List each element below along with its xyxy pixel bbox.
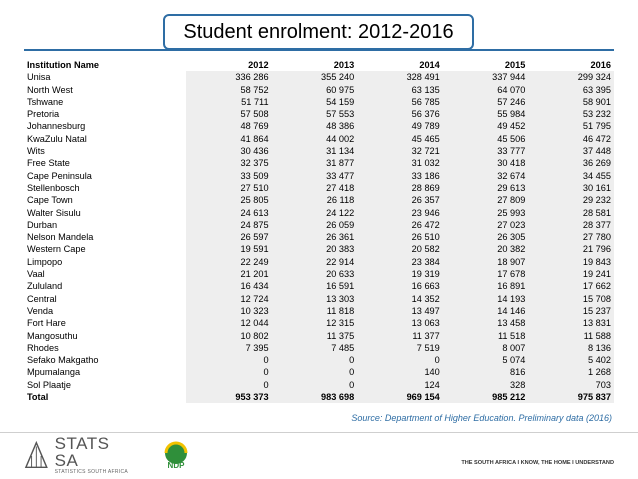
stats-sa-logo	[24, 434, 134, 475]
footer-tagline: THE SOUTH AFRICA I KNOW, THE HOME I UNDERSTAND	[461, 460, 614, 466]
enrolment-cell: 299 324	[528, 71, 614, 83]
institution-cell: Mpumalanga	[24, 366, 186, 378]
institution-cell: Limpopo	[24, 256, 186, 268]
enrolment-cell: 24 122	[272, 207, 358, 219]
institution-cell: Johannesburg	[24, 120, 186, 132]
table-row	[24, 96, 614, 108]
institution-cell: Durban	[24, 219, 186, 231]
institution-cell: Free State	[24, 157, 186, 169]
enrolment-cell: 27 418	[272, 182, 358, 194]
stats-sa-emblem-icon	[24, 440, 49, 470]
enrolment-cell: 57 508	[186, 108, 272, 120]
ndp-logo-icon	[160, 440, 192, 470]
enrolment-cell: 30 418	[443, 157, 529, 169]
slide-title: Student enrolment: 2012-2016	[163, 14, 474, 50]
enrolment-cell: 20 633	[272, 268, 358, 280]
enrolment-cell: 0	[272, 354, 358, 366]
enrolment-cell: 10 802	[186, 330, 272, 342]
institution-cell: Total	[24, 391, 186, 403]
table-row	[24, 342, 614, 354]
enrolment-cell: 58 901	[528, 96, 614, 108]
enrolment-cell: 55 984	[443, 108, 529, 120]
enrolment-cell: 983 698	[272, 391, 358, 403]
header-2012: 2012	[248, 60, 269, 70]
enrolment-cell: 41 864	[186, 133, 272, 145]
enrolment-cell: 27 023	[443, 219, 529, 231]
enrolment-cell: 328 491	[357, 71, 443, 83]
enrolment-cell: 328	[443, 379, 529, 391]
enrolment-cell: 23 946	[357, 207, 443, 219]
enrolment-cell: 46 472	[528, 133, 614, 145]
table-row	[24, 145, 614, 157]
table-row	[24, 305, 614, 317]
enrolment-cell: 7 485	[272, 342, 358, 354]
enrolment-cell: 44 002	[272, 133, 358, 145]
enrolment-cell: 32 721	[357, 145, 443, 157]
enrolment-cell: 0	[186, 379, 272, 391]
enrolment-cell: 34 455	[528, 170, 614, 182]
table-row	[24, 219, 614, 231]
institution-cell: KwaZulu Natal	[24, 133, 186, 145]
enrolment-cell: 51 795	[528, 120, 614, 132]
enrolment-cell: 0	[272, 366, 358, 378]
table-row	[24, 379, 614, 391]
institution-cell: Wits	[24, 145, 186, 157]
enrolment-cell: 26 305	[443, 231, 529, 243]
enrolment-cell: 28 869	[357, 182, 443, 194]
enrolment-cell: 32 674	[443, 170, 529, 182]
institution-cell: North West	[24, 84, 186, 96]
enrolment-cell: 32 375	[186, 157, 272, 169]
enrolment-cell: 25 993	[443, 207, 529, 219]
enrolment-cell: 17 678	[443, 268, 529, 280]
enrolment-cell: 337 944	[443, 71, 529, 83]
enrolment-cell: 21 796	[528, 243, 614, 255]
enrolment-cell: 18 907	[443, 256, 529, 268]
enrolment-cell: 27 780	[528, 231, 614, 243]
institution-cell: Tshwane	[24, 96, 186, 108]
enrolment-cell: 19 843	[528, 256, 614, 268]
enrolment-cell: 64 070	[443, 84, 529, 96]
enrolment-cell: 27 510	[186, 182, 272, 194]
enrolment-cell: 0	[357, 354, 443, 366]
enrolment-cell: 7 395	[186, 342, 272, 354]
enrolment-cell: 16 591	[272, 280, 358, 292]
institution-cell: Cape Peninsula	[24, 170, 186, 182]
table-row	[24, 157, 614, 169]
enrolment-cell: 51 711	[186, 96, 272, 108]
enrolment-cell: 13 458	[443, 317, 529, 329]
institution-cell: Unisa	[24, 71, 186, 83]
enrolment-cell: 26 597	[186, 231, 272, 243]
institution-cell: Central	[24, 293, 186, 305]
institution-cell: Nelson Mandela	[24, 231, 186, 243]
enrolment-cell: 0	[186, 366, 272, 378]
enrolment-cell: 11 377	[357, 330, 443, 342]
enrolment-cell: 336 286	[186, 71, 272, 83]
header-institution: Institution Name	[27, 60, 99, 70]
enrolment-cell: 16 891	[443, 280, 529, 292]
table-row	[24, 231, 614, 243]
enrolment-cell: 13 303	[272, 293, 358, 305]
enrolment-cell: 26 118	[272, 194, 358, 206]
enrolment-cell: 124	[357, 379, 443, 391]
enrolment-cell: 21 201	[186, 268, 272, 280]
table-total-row	[24, 391, 614, 403]
table-row	[24, 330, 614, 342]
table-row	[24, 120, 614, 132]
header-2016: 2016	[590, 60, 611, 70]
enrolment-cell: 0	[186, 354, 272, 366]
enrolment-cell: 33 186	[357, 170, 443, 182]
enrolment-cell: 1 268	[528, 366, 614, 378]
institution-cell: Rhodes	[24, 342, 186, 354]
enrolment-cell: 15 237	[528, 305, 614, 317]
enrolment-cell: 985 212	[443, 391, 529, 403]
enrolment-cell: 816	[443, 366, 529, 378]
institution-cell: Mangosuthu	[24, 330, 186, 342]
enrolment-cell: 33 477	[272, 170, 358, 182]
institution-cell: Fort Hare	[24, 317, 186, 329]
enrolment-cell: 63 135	[357, 84, 443, 96]
enrolment-cell: 22 914	[272, 256, 358, 268]
institution-cell: Pretoria	[24, 108, 186, 120]
table-row	[24, 207, 614, 219]
enrolment-cell: 140	[357, 366, 443, 378]
enrolment-cell: 11 375	[272, 330, 358, 342]
header-2013: 2013	[333, 60, 355, 70]
table-row	[24, 256, 614, 268]
enrolment-cell: 14 146	[443, 305, 529, 317]
enrolment-cell: 12 724	[186, 293, 272, 305]
table-row	[24, 268, 614, 280]
enrolment-cell: 8 136	[528, 342, 614, 354]
enrolment-cell: 11 588	[528, 330, 614, 342]
table-row	[24, 84, 614, 96]
enrolment-cell: 953 373	[186, 391, 272, 403]
enrolment-cell: 56 785	[357, 96, 443, 108]
enrolment-cell: 19 241	[528, 268, 614, 280]
enrolment-cell: 31 032	[357, 157, 443, 169]
enrolment-cell: 58 752	[186, 84, 272, 96]
enrolment-cell: 29 613	[443, 182, 529, 194]
enrolment-cell: 24 875	[186, 219, 272, 231]
enrolment-cell: 33 509	[186, 170, 272, 182]
table-row	[24, 280, 614, 292]
table-row	[24, 194, 614, 206]
enrolment-cell: 27 809	[443, 194, 529, 206]
enrolment-cell: 26 472	[357, 219, 443, 231]
table-row	[24, 182, 614, 194]
table-row	[24, 108, 614, 120]
table-header-row	[24, 59, 614, 71]
table-row	[24, 170, 614, 182]
enrolment-cell: 48 769	[186, 120, 272, 132]
table-row	[24, 133, 614, 145]
enrolment-cell: 28 377	[528, 219, 614, 231]
enrolment-cell: 37 448	[528, 145, 614, 157]
enrolment-cell: 30 161	[528, 182, 614, 194]
institution-cell: Walter Sisulu	[24, 207, 186, 219]
enrolment-cell: 53 232	[528, 108, 614, 120]
enrolment-cell: 11 518	[443, 330, 529, 342]
enrolment-cell: 54 159	[272, 96, 358, 108]
institution-cell: Sefako Makgatho	[24, 354, 186, 366]
enrolment-cell: 12 044	[186, 317, 272, 329]
enrolment-table	[24, 59, 614, 403]
enrolment-cell: 45 465	[357, 133, 443, 145]
enrolment-cell: 60 975	[272, 84, 358, 96]
enrolment-cell: 49 789	[357, 120, 443, 132]
enrolment-cell: 355 240	[272, 71, 358, 83]
enrolment-cell: 8 007	[443, 342, 529, 354]
enrolment-cell: 26 357	[357, 194, 443, 206]
enrolment-cell: 28 581	[528, 207, 614, 219]
enrolment-cell: 16 434	[186, 280, 272, 292]
enrolment-cell: 31 134	[272, 145, 358, 157]
table-row	[24, 243, 614, 255]
enrolment-cell: 31 877	[272, 157, 358, 169]
enrolment-cell: 57 553	[272, 108, 358, 120]
institution-cell: Zululand	[24, 280, 186, 292]
enrolment-cell: 48 386	[272, 120, 358, 132]
enrolment-cell: 703	[528, 379, 614, 391]
logo-main-text: STATS SA	[54, 434, 110, 470]
enrolment-cell: 63 395	[528, 84, 614, 96]
enrolment-cell: 30 436	[186, 145, 272, 157]
enrolment-cell: 36 269	[528, 157, 614, 169]
enrolment-cell: 57 246	[443, 96, 529, 108]
enrolment-cell: 16 663	[357, 280, 443, 292]
table-row	[24, 317, 614, 329]
enrolment-cell: 49 452	[443, 120, 529, 132]
enrolment-cell: 15 708	[528, 293, 614, 305]
enrolment-cell: 24 613	[186, 207, 272, 219]
header-2014: 2014	[419, 60, 440, 70]
enrolment-cell: 969 154	[357, 391, 443, 403]
enrolment-cell: 14 193	[443, 293, 529, 305]
enrolment-cell: 975 837	[528, 391, 614, 403]
enrolment-cell: 5 402	[528, 354, 614, 366]
enrolment-cell: 11 818	[272, 305, 358, 317]
enrolment-cell: 29 232	[528, 194, 614, 206]
enrolment-cell: 20 382	[443, 243, 529, 255]
table-row	[24, 354, 614, 366]
ndp-label: NDP	[167, 461, 185, 470]
footer-divider	[0, 432, 638, 433]
enrolment-cell: 56 376	[357, 108, 443, 120]
enrolment-cell: 17 662	[528, 280, 614, 292]
enrolment-cell: 13 831	[528, 317, 614, 329]
enrolment-cell: 13 063	[357, 317, 443, 329]
enrolment-cell: 26 361	[272, 231, 358, 243]
enrolment-cell: 19 591	[186, 243, 272, 255]
enrolment-cell: 12 315	[272, 317, 358, 329]
enrolment-cell: 45 506	[443, 133, 529, 145]
enrolment-cell: 0	[272, 379, 358, 391]
enrolment-cell: 13 497	[357, 305, 443, 317]
institution-cell: Stellenbosch	[24, 182, 186, 194]
logo-sub-text: STATISTICS SOUTH AFRICA	[54, 469, 129, 475]
enrolment-cell: 7 519	[357, 342, 443, 354]
table-row	[24, 366, 614, 378]
enrolment-cell: 20 383	[272, 243, 358, 255]
enrolment-cell: 26 510	[357, 231, 443, 243]
enrolment-cell: 33 777	[443, 145, 529, 157]
enrolment-cell: 22 249	[186, 256, 272, 268]
source-note: Source: Department of Higher Education. Preliminary data (2016)	[351, 413, 612, 423]
institution-cell: Venda	[24, 305, 186, 317]
enrolment-cell: 23 384	[357, 256, 443, 268]
enrolment-cell: 10 323	[186, 305, 272, 317]
institution-cell: Cape Town	[24, 194, 186, 206]
enrolment-cell: 5 074	[443, 354, 529, 366]
table-row	[24, 293, 614, 305]
enrolment-cell: 25 805	[186, 194, 272, 206]
header-2015: 2015	[504, 60, 526, 70]
enrolment-cell: 14 352	[357, 293, 443, 305]
institution-cell: Sol Plaatje	[24, 379, 186, 391]
enrolment-cell: 19 319	[357, 268, 443, 280]
institution-cell: Western Cape	[24, 243, 186, 255]
enrolment-cell: 26 059	[272, 219, 358, 231]
table-row	[24, 71, 614, 83]
institution-cell: Vaal	[24, 268, 186, 280]
enrolment-cell: 20 582	[357, 243, 443, 255]
